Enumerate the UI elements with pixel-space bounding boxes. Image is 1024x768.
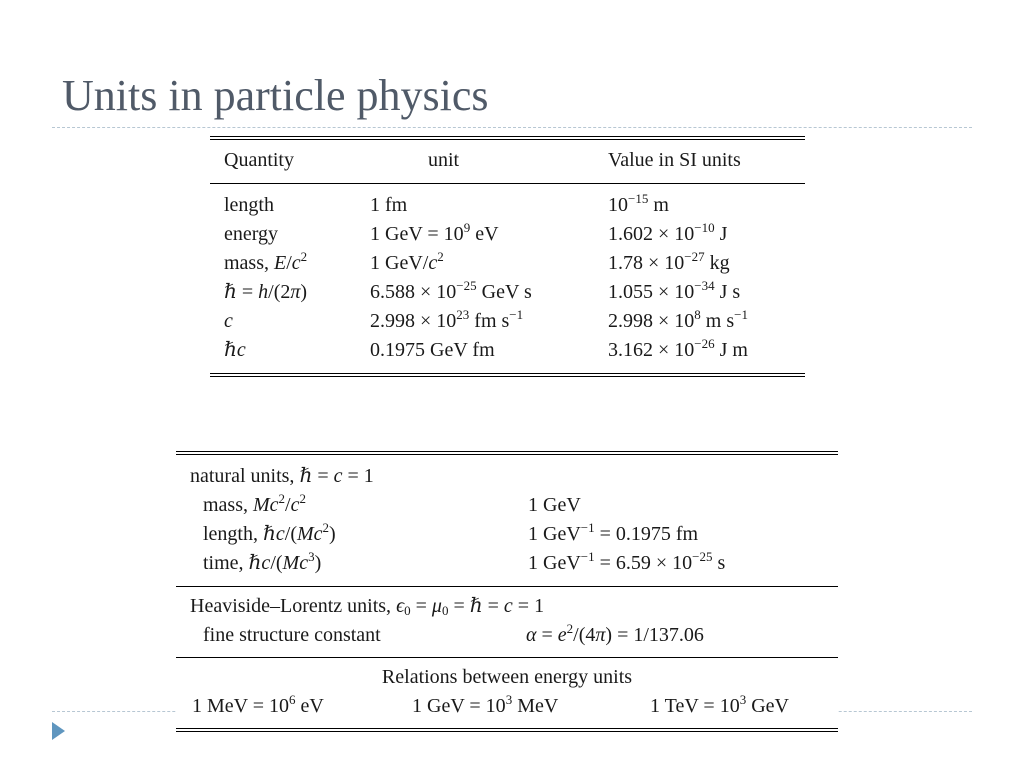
si-value-cell: $1.78 \times 10^{-27}$ kg <box>608 249 730 274</box>
header-rule <box>210 183 805 184</box>
si-value-cell: $3.162 \times 10^{-26}$ J m <box>608 336 748 361</box>
value-cell: 1 GeV$^{-1}$ = 0.1975 fm <box>528 520 699 545</box>
table-bottom-rule <box>176 728 838 732</box>
quantity-cell: fine structure constant <box>203 624 381 646</box>
header-unit: unit <box>428 149 460 171</box>
title-divider <box>52 127 972 128</box>
si-value-cell: $10^{-15}$ m <box>608 191 669 216</box>
table-top-rule <box>176 451 838 455</box>
value-cell: $\alpha = e^2/(4\pi) = 1/137.06$ <box>526 621 704 646</box>
quantity-cell: length <box>224 194 274 216</box>
quantity-cell: c <box>224 310 233 332</box>
header-quantity: Quantity <box>224 149 294 171</box>
relation-gev: 1 GeV = $10^3$ MeV <box>412 692 559 717</box>
quantity-cell: time, ℏc/(Mc$^3$) <box>203 549 322 574</box>
units-table <box>210 136 805 381</box>
quantity-cell: energy <box>224 223 279 245</box>
relation-tev: 1 TeV = $10^3$ GeV <box>650 692 789 717</box>
value-cell: 1 GeV <box>528 494 581 516</box>
relation-mev: 1 MeV = $10^6$ eV <box>192 692 324 717</box>
unit-cell: $6.588 \times 10^{-25}$ GeV s <box>370 278 532 303</box>
unit-cell: $2.998 \times 10^{23}$ fm $s^{-1}$ <box>370 307 524 332</box>
table-top-rule <box>210 136 805 140</box>
unit-cell: 1 fm <box>370 194 408 216</box>
si-value-cell: $1.055 \times 10^{-34}$ J s <box>608 278 741 303</box>
quantity-cell: ℏc <box>224 339 246 361</box>
si-value-cell: $2.998 \times 10^8$ m $s^{-1}$ <box>608 307 748 332</box>
natural-units-table <box>176 451 838 739</box>
bullet-triangle-icon <box>52 722 65 740</box>
slide-title: Units in particle physics <box>62 71 489 120</box>
unit-cell: 1 GeV = $10^9$ eV <box>370 220 499 245</box>
section-rule <box>176 586 838 587</box>
unit-cell: 1 GeV/$c^2$ <box>370 249 444 274</box>
natural-units-heading: natural units, ℏ = c = 1 <box>190 465 374 487</box>
header-si-value: Value in SI units <box>608 149 741 171</box>
quantity-cell: ℏ = h/(2π) <box>224 281 308 303</box>
section-rule <box>176 657 838 658</box>
unit-cell: 0.1975 GeV fm <box>370 339 495 361</box>
relations-heading: Relations between energy units <box>381 666 633 688</box>
quantity-cell: mass, $Mc^2/c^2$ <box>203 491 306 516</box>
value-cell: 1 $GeV^{-1} = 6.59 \times 10^{-25}$ s <box>528 549 726 574</box>
si-value-cell: $1.602 \times 10^{-10}$ J <box>608 220 728 245</box>
table-bottom-rule <box>210 373 805 377</box>
quantity-cell: mass, $E/c^2$ <box>224 249 308 274</box>
quantity-cell: length, ℏc/(Mc$^2$) <box>203 520 336 545</box>
heaviside-heading: Heaviside–Lorentz units, $\epsilon_0 = \mu_0$ = ℏ = c = 1 <box>190 595 545 618</box>
